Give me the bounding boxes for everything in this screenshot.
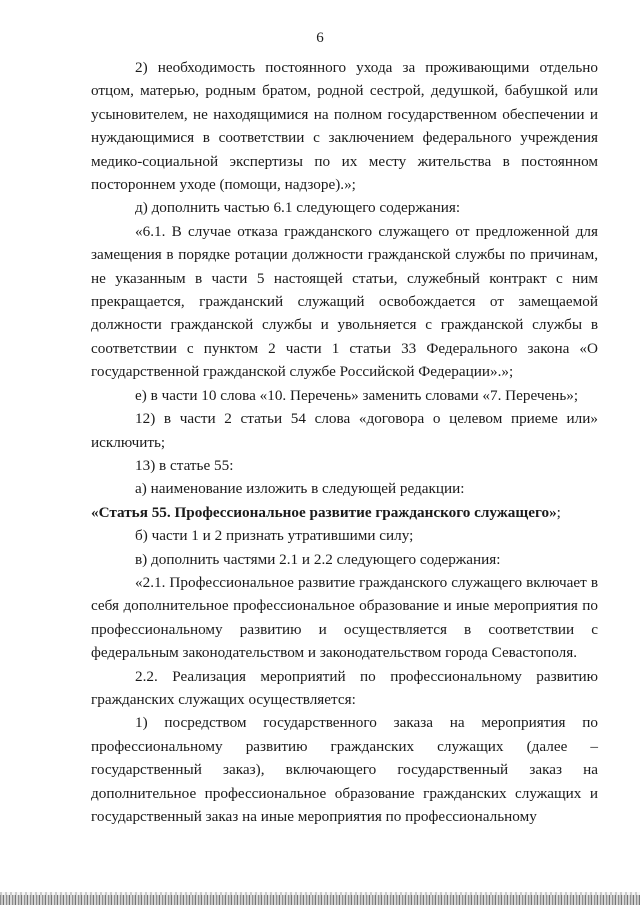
- paragraph-part-10-replace: е) в части 10 слова «10. Перечень» заменить словами «7. Перечень»;: [135, 386, 579, 404]
- page-number: 6: [316, 30, 324, 46]
- paragraph-care-necessity: 2) необходимость постоянного ухода за проживающими отдельно отцом, матерью, родным братом, родной сестрой, дедушкой, бабушкой или усыновителем, не находящимися на полном государственном обеспечении и нуждающимися в соответствии с заключением федерального учреждения медико-социальной экспертизы по их месту жительства в постоянном постороннем уходе (помощи, надзоре).»;: [91, 59, 598, 194]
- paragraph-title-edit: а) наименование изложить в следующей редакции:: [135, 480, 465, 498]
- paragraph-part-2-1-text: «2.1. Профессиональное развитие гражданского служащего включает в себя дополнительное профессиональное образование и иные мероприятия по профессиональному развитию и осуществляется в соответствии с федеральным законодательством и законодательством города Севастополя.: [91, 573, 598, 662]
- paragraph-part-6-1-text: «6.1. В случае отказа гражданского служащего от предложенной для замещения в порядке ротации должности гражданской службы по причинам, не указанным в части 5 настоящей статьи, служебный контракт с ним прекращается, гражданский служащий освобождается от замещаемой должности гражданской службы и увольняется с гражданской службы в соответствии с пунктом 2 части 1 статьи 33 Федерального закона «О государственной гражданской службе Российской Федерации».»;: [91, 222, 598, 381]
- article-55-heading-tail: ;: [556, 503, 561, 521]
- paragraph-add-parts-2-1-2-2: в) дополнить частями 2.1 и 2.2 следующего содержания:: [135, 550, 501, 568]
- paragraph-parts-repealed: б) части 1 и 2 признать утратившими силу;: [135, 527, 414, 545]
- paragraph-add-part-6-1: д) дополнить частью 6.1 следующего содержания:: [135, 199, 461, 217]
- scan-edge-border: [0, 895, 640, 905]
- paragraph-item-13: 13) в статье 55:: [135, 456, 234, 474]
- article-55-heading: «Статья 55. Профессиональное развитие гражданского служащего»: [91, 503, 557, 521]
- paragraph-state-order: 1) посредством государственного заказа на мероприятия по профессиональному развитию гражданских служащих (далее – государственный заказ), включающего государственный заказ на дополнительное профессиональное образование гражданских служащих и государственный заказ на иные мероприятия по профессиональному: [91, 714, 598, 825]
- paragraph-item-12: 12) в части 2 статьи 54 слова «договора о целевом приеме или» исключить;: [91, 410, 598, 451]
- paragraph-part-2-2-text: 2.2. Реализация мероприятий по профессиональному развитию гражданских служащих осуществляется:: [91, 667, 598, 708]
- document-body: [91, 56, 598, 828]
- paragraph-article-55-title: [91, 501, 598, 524]
